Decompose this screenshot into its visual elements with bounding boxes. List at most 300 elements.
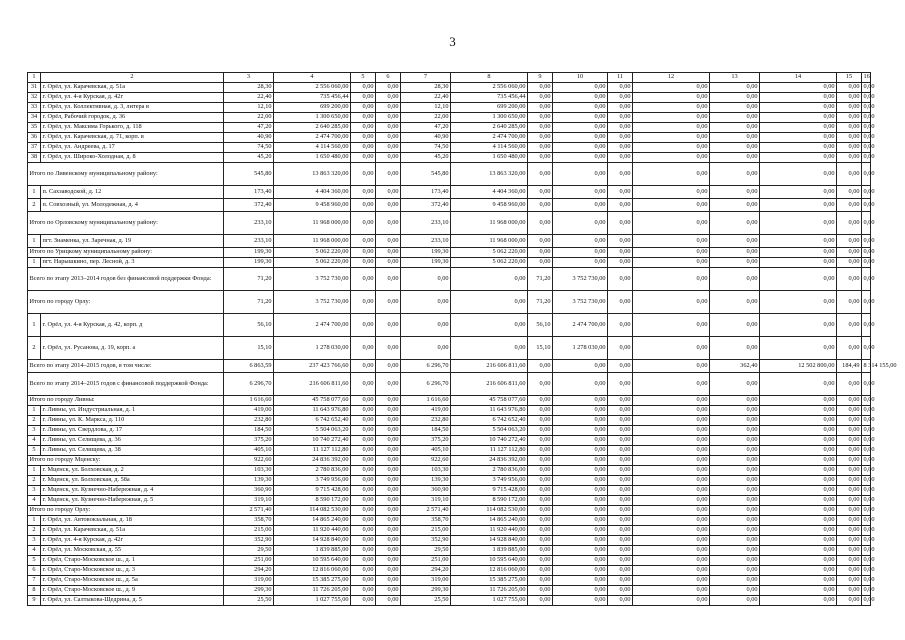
cell-value: 0,00	[837, 268, 862, 291]
page-number: 3	[449, 34, 456, 49]
cell-value: 0,00	[862, 113, 871, 123]
row-address: г. Мценск, ул. Болховская, д. 58а	[41, 476, 224, 486]
row-address: г. Орёл, Рабочий городок, д. 36	[41, 113, 224, 123]
table-row	[28, 133, 871, 143]
cell-value: 0,00	[376, 360, 401, 373]
cell-value: 699 200,00	[274, 103, 351, 113]
row-number: 2	[28, 526, 41, 536]
cell-value: 0,00	[760, 235, 837, 248]
cell-value: 251,00	[224, 556, 274, 566]
cell-value: 294,20	[224, 566, 274, 576]
cell-value: 0,00	[451, 314, 528, 337]
cell-value: 0,00	[837, 93, 862, 103]
cell-value: 1 300 650,00	[451, 113, 528, 123]
cell-value: 0,00	[760, 506, 837, 516]
cell-value: 8 590 172,00	[451, 496, 528, 506]
cell-value: 1 650 480,00	[451, 153, 528, 163]
cell-value: 1 300 650,00	[274, 113, 351, 123]
cell-value: 0,00	[760, 291, 837, 314]
column-number: 13	[710, 73, 760, 83]
cell-value: 0,00	[351, 586, 376, 596]
cell-value: 251,00	[401, 556, 451, 566]
cell-value: 0,00	[351, 212, 376, 235]
cell-value: 0,00	[528, 596, 553, 606]
row-description: Итого по городу Ливны:	[28, 396, 224, 406]
cell-value: 0,00	[633, 83, 710, 93]
cell-value: 0,00	[376, 291, 401, 314]
row-number: 2	[28, 416, 41, 426]
cell-value: 0,00	[351, 396, 376, 406]
cell-value: 0,00	[608, 186, 633, 199]
cell-value: 0,00	[608, 133, 633, 143]
cell-value: 10 595 640,00	[451, 556, 528, 566]
cell-value: 2 474 700,00	[451, 133, 528, 143]
row-number: 36	[28, 133, 41, 143]
cell-value: 0,00	[376, 506, 401, 516]
cell-value: 56,10	[224, 314, 274, 337]
cell-value: 0,00	[553, 486, 608, 496]
row-number: 6	[28, 566, 41, 576]
cell-value: 0,00	[528, 546, 553, 556]
cell-value: 0,00	[553, 133, 608, 143]
cell-value: 0,00	[633, 248, 710, 258]
cell-value: 0,00	[760, 186, 837, 199]
cell-value: 22,40	[401, 93, 451, 103]
cell-value: 0,00	[710, 456, 760, 466]
cell-value: 11 127 112,80	[274, 446, 351, 456]
cell-value: 74,50	[224, 143, 274, 153]
cell-value: 0,00	[528, 416, 553, 426]
cell-value: 0,00	[351, 83, 376, 93]
cell-value: 45 758 077,60	[274, 396, 351, 406]
cell-value: 216 606 811,60	[451, 360, 528, 373]
cell-value: 199,30	[401, 258, 451, 268]
cell-value: 0,00	[376, 143, 401, 153]
cell-value: 0,00	[376, 436, 401, 446]
cell-value: 0,00	[608, 476, 633, 486]
cell-value: 0,00	[760, 143, 837, 153]
cell-value: 0,00	[633, 526, 710, 536]
cell-value: 2 474 700,00	[274, 314, 351, 337]
cell-value: 103,30	[224, 466, 274, 476]
cell-value: 0,00	[608, 596, 633, 606]
cell-value: 0,00	[608, 526, 633, 536]
cell-value: 0,00	[608, 566, 633, 576]
row-address: г. Мценск, ул. Кузнечно-Набережная, д. 4	[41, 486, 224, 496]
cell-value: 0,00	[553, 466, 608, 476]
cell-value: 232,80	[224, 416, 274, 426]
cell-value: 0,00	[553, 373, 608, 396]
cell-value: 0,00	[553, 586, 608, 596]
cell-value: 0,00	[837, 506, 862, 516]
cell-value: 1 278 030,00	[553, 337, 608, 360]
cell-value: 0,00	[351, 476, 376, 486]
cell-value: 0,00	[528, 373, 553, 396]
row-address: г. Орёл, ул. Максима Горького, д. 118	[41, 123, 224, 133]
cell-value: 0,00	[553, 212, 608, 235]
cell-value: 0,00	[376, 373, 401, 396]
cell-value: 0,00	[351, 235, 376, 248]
cell-value: 0,00	[376, 186, 401, 199]
cell-value: 28,30	[401, 83, 451, 93]
cell-value: 0,00	[528, 258, 553, 268]
cell-value: 0,00	[862, 103, 871, 113]
cell-value: 0,00	[633, 133, 710, 143]
cell-value: 0,00	[710, 258, 760, 268]
cell-value: 71,20	[528, 291, 553, 314]
cell-value: 0,00	[837, 212, 862, 235]
cell-value: 0,00	[351, 486, 376, 496]
cell-value: 0,00	[837, 337, 862, 360]
cell-value: 0,00	[710, 113, 760, 123]
cell-value: 735 456,44	[274, 93, 351, 103]
cell-value: 0,00	[351, 436, 376, 446]
cell-value: 6 296,70	[224, 373, 274, 396]
cell-value: 0,00	[710, 596, 760, 606]
cell-value: 0,00	[710, 212, 760, 235]
cell-value: 71,20	[528, 268, 553, 291]
cell-value: 358,70	[401, 516, 451, 526]
cell-value: 0,00	[633, 536, 710, 546]
cell-value: 0,00	[710, 496, 760, 506]
cell-value: 15,10	[528, 337, 553, 360]
row-number: 2	[28, 337, 41, 360]
cell-value: 2 556 060,00	[451, 83, 528, 93]
cell-value: 0,00	[376, 199, 401, 212]
cell-value: 0,00	[376, 153, 401, 163]
cell-value: 22,00	[224, 113, 274, 123]
row-number: 37	[28, 143, 41, 153]
cell-value: 3 752 730,00	[274, 291, 351, 314]
cell-value: 114 082 530,00	[274, 506, 351, 516]
cell-value: 0,00	[553, 406, 608, 416]
row-address: г. Орёл, Старо-Московское ш., д. 1	[41, 556, 224, 566]
cell-value: 0,00	[528, 212, 553, 235]
cell-value: 0,00	[760, 163, 837, 186]
cell-value: 0,00	[837, 248, 862, 258]
cell-value: 0,00	[633, 546, 710, 556]
cell-value: 0,00	[633, 446, 710, 456]
cell-value: 352,90	[401, 536, 451, 546]
cell-value: 0,00	[710, 163, 760, 186]
cell-value: 0,00	[837, 83, 862, 93]
cell-value: 199,30	[224, 258, 274, 268]
cell-value: 0,00	[608, 416, 633, 426]
total-row	[28, 456, 871, 466]
cell-value: 0,00	[528, 235, 553, 248]
cell-value: 0,00	[608, 576, 633, 586]
row-number: 34	[28, 113, 41, 123]
cell-value: 4 114 560,00	[274, 143, 351, 153]
cell-value: 0,00	[553, 235, 608, 248]
cell-value: 0,00	[553, 113, 608, 123]
cell-value: 0,00	[376, 446, 401, 456]
cell-value: 0,00	[862, 373, 871, 396]
cell-value: 0,00	[376, 486, 401, 496]
cell-value: 0,00	[710, 586, 760, 596]
cell-value: 0,00	[351, 456, 376, 466]
cell-value: 0,00	[862, 486, 871, 496]
cell-value: 0,00	[837, 486, 862, 496]
cell-value: 0,00	[608, 103, 633, 113]
cell-value: 0,00	[760, 496, 837, 506]
cell-value: 0,00	[351, 496, 376, 506]
column-number: 9	[528, 73, 553, 83]
table-row	[28, 235, 871, 248]
cell-value: 372,40	[224, 199, 274, 212]
cell-value: 0,00	[837, 546, 862, 556]
cell-value: 0,00	[633, 556, 710, 566]
row-address: г. Орёл, ул. Автовокзальная, д. 18	[41, 516, 224, 526]
cell-value: 6 742 652,40	[451, 416, 528, 426]
cell-value: 358,70	[224, 516, 274, 526]
cell-value: 299,30	[401, 586, 451, 596]
cell-value: 0,00	[710, 314, 760, 337]
cell-value: 0,00	[837, 143, 862, 153]
cell-value: 0,00	[837, 186, 862, 199]
table-row	[28, 536, 871, 546]
cell-value: 4 404 360,00	[274, 186, 351, 199]
cell-value: 0,00	[862, 212, 871, 235]
cell-value: 0,00	[760, 526, 837, 536]
cell-value: 0,00	[351, 143, 376, 153]
cell-value: 0,00	[837, 526, 862, 536]
cell-value: 0,00	[351, 576, 376, 586]
cell-value: 0,00	[710, 235, 760, 248]
cell-value: 0,00	[837, 576, 862, 586]
table-row	[28, 556, 871, 566]
cell-value: 0,00	[376, 396, 401, 406]
row-number: 33	[28, 103, 41, 113]
cell-value: 5 504 063,20	[274, 426, 351, 436]
cell-value: 233,10	[401, 235, 451, 248]
cell-value: 0,00	[710, 83, 760, 93]
cell-value: 0,00	[553, 396, 608, 406]
cell-value: 0,00	[553, 163, 608, 186]
row-address: г. Орёл, ул. Карачевская, д. 71, корп. в	[41, 133, 224, 143]
cell-value: 11 968 000,00	[451, 235, 528, 248]
cell-value: 0,00	[376, 314, 401, 337]
row-address: г. Орёл, Старо-Московское ш., д. 5а	[41, 576, 224, 586]
cell-value: 0,00	[608, 496, 633, 506]
cell-value: 0,00	[710, 373, 760, 396]
row-address: г. Ливны, ул. Селищева, д. 38	[41, 446, 224, 456]
cell-value: 0,00	[528, 248, 553, 258]
row-description: Итого по городу Орлу:	[28, 506, 224, 516]
cell-value: 74,50	[401, 143, 451, 153]
cell-value: 11 127 112,80	[451, 446, 528, 456]
cell-value: 139,30	[401, 476, 451, 486]
cell-value: 0,00	[608, 586, 633, 596]
row-address: г. Мценск, ул. Болховская, д. 2	[41, 466, 224, 476]
table-row	[28, 526, 871, 536]
cell-value: 0,00	[608, 258, 633, 268]
row-number: 9	[28, 596, 41, 606]
cell-value: 216 606 811,60	[451, 373, 528, 396]
cell-value: 0,00	[760, 566, 837, 576]
cell-value: 0,00	[633, 186, 710, 199]
cell-value: 0,00	[633, 416, 710, 426]
row-address: г. Орёл, ул. Московская, д. 55	[41, 546, 224, 556]
cell-value: 0,00	[528, 396, 553, 406]
table-row	[28, 596, 871, 606]
cell-value: 545,80	[224, 163, 274, 186]
cell-value: 0,00	[760, 337, 837, 360]
cell-value: 0,00	[553, 516, 608, 526]
row-number: 1	[28, 186, 41, 199]
cell-value: 1 027 755,00	[451, 596, 528, 606]
cell-value: 0,00	[633, 396, 710, 406]
cell-value: 0,00	[376, 235, 401, 248]
table-row	[28, 566, 871, 576]
cell-value: 3 752 730,00	[553, 268, 608, 291]
cell-value: 0,00	[633, 291, 710, 314]
row-address: г. Орёл, ул. 4-я Курская, д. 42г	[41, 93, 224, 103]
cell-value: 0,00	[553, 576, 608, 586]
table-row	[28, 93, 871, 103]
cell-value: 0,00	[351, 314, 376, 337]
cell-value: 0,00	[862, 456, 871, 466]
table-row	[28, 416, 871, 426]
cell-value: 0,00	[528, 516, 553, 526]
row-number: 3	[28, 426, 41, 436]
cell-value: 0,00	[553, 426, 608, 436]
row-number: 1	[28, 235, 41, 248]
cell-value: 0,00	[608, 143, 633, 153]
cell-value: 2 556 060,00	[274, 83, 351, 93]
cell-value: 0,00	[351, 199, 376, 212]
cell-value: 0,00	[528, 476, 553, 486]
cell-value: 0,00	[837, 373, 862, 396]
cell-value: 0,00	[351, 373, 376, 396]
cell-value: 0,00	[837, 586, 862, 596]
cell-value: 0,00	[553, 496, 608, 506]
cell-value: 0,00	[608, 446, 633, 456]
cell-value: 0,00	[608, 556, 633, 566]
cell-value: 1 278 030,00	[274, 337, 351, 360]
cell-value: 40,90	[224, 133, 274, 143]
table-row	[28, 143, 871, 153]
cell-value: 14 865 240,00	[451, 516, 528, 526]
row-number: 38	[28, 153, 41, 163]
row-address: г. Орёл, ул. Салтыкова-Щедрина, д. 5	[41, 596, 224, 606]
row-number: 1	[28, 258, 41, 268]
cell-value: 3 752 730,00	[553, 291, 608, 314]
cell-value: 0,00	[710, 406, 760, 416]
total-row	[28, 360, 871, 373]
cell-value: 0,00	[351, 291, 376, 314]
cell-value: 0,00	[351, 133, 376, 143]
cell-value: 0,00	[837, 416, 862, 426]
cell-value: 0,00	[710, 566, 760, 576]
cell-value: 0,00	[760, 103, 837, 113]
cell-value: 0,00	[760, 314, 837, 337]
cell-value: 4 404 360,00	[451, 186, 528, 199]
cell-value: 22,00	[401, 113, 451, 123]
cell-value: 0,00	[760, 426, 837, 436]
row-address: г. Орёл, ул. Коллективная, д. 3, литера в	[41, 103, 224, 113]
cell-value: 0,00	[760, 93, 837, 103]
cell-value: 0,00	[710, 133, 760, 143]
cell-value: 0,00	[553, 93, 608, 103]
cell-value: 0,00	[608, 360, 633, 373]
cell-value: 0,00	[837, 456, 862, 466]
row-address: г. Орёл, ул. Карачевская, д. 51а	[41, 526, 224, 536]
cell-value: 0,00	[608, 248, 633, 258]
row-address: пгт. Знаменка, ул. Заречная, д. 19	[41, 235, 224, 248]
cell-value: 0,00	[760, 199, 837, 212]
cell-value: 0,00	[710, 506, 760, 516]
cell-value: 0,00	[376, 526, 401, 536]
cell-value: 0,00	[710, 93, 760, 103]
cell-value: 29,50	[401, 546, 451, 556]
cell-value: 0,00	[760, 586, 837, 596]
cell-value: 0,00	[376, 83, 401, 93]
cell-value: 545,80	[401, 163, 451, 186]
cell-value: 0,00	[862, 143, 871, 153]
table-row	[28, 486, 871, 496]
row-address: г. Орёл, ул. Русанова, д. 19, корп. а	[41, 337, 224, 360]
cell-value: 0,00	[608, 93, 633, 103]
table-body	[28, 73, 897, 606]
cell-value: 0,00	[760, 406, 837, 416]
cell-value: 0,00	[760, 456, 837, 466]
cell-value: 0,00	[351, 337, 376, 360]
cell-value: 0,00	[862, 506, 871, 516]
row-description: Итого по городу Мценску:	[28, 456, 224, 466]
table-row	[28, 516, 871, 526]
row-address: п. Сахзаводской, д. 12	[41, 186, 224, 199]
cell-value: 0,00	[837, 406, 862, 416]
cell-value: 0,00	[710, 153, 760, 163]
cell-value: 0,00	[351, 360, 376, 373]
table-row	[28, 199, 871, 212]
cell-value: 0,00	[760, 466, 837, 476]
cell-value: 1 839 885,00	[451, 546, 528, 556]
cell-value: 0,00	[376, 258, 401, 268]
cell-value: 0,00	[862, 235, 871, 248]
cell-value: 233,10	[401, 212, 451, 235]
cell-value: 0,00	[633, 456, 710, 466]
cell-value: 0,00	[862, 406, 871, 416]
cell-value: 0,00	[837, 496, 862, 506]
cell-value: 0,00	[862, 496, 871, 506]
total-row	[28, 396, 871, 406]
cell-value: 0,00	[633, 93, 710, 103]
cell-value: 0,00	[633, 466, 710, 476]
column-number: 7	[401, 73, 451, 83]
cell-value: 0,00	[710, 466, 760, 476]
cell-value: 0,00	[608, 163, 633, 186]
cell-value: 0,00	[633, 506, 710, 516]
cell-value: 0,00	[553, 258, 608, 268]
cell-value: 405,10	[224, 446, 274, 456]
cell-value: 0,00	[862, 396, 871, 406]
cell-value: 0,00	[528, 496, 553, 506]
cell-value: 0,00	[376, 456, 401, 466]
cell-value: 0,00	[760, 596, 837, 606]
row-number: 4	[28, 496, 41, 506]
cell-value: 0,00	[528, 526, 553, 536]
cell-value: 0,00	[862, 586, 871, 596]
table-row	[28, 406, 871, 416]
cell-value: 0,00	[608, 486, 633, 496]
table-row	[28, 153, 871, 163]
cell-value: 0,00	[710, 291, 760, 314]
cell-value: 0,00	[862, 186, 871, 199]
cell-value: 0,00	[376, 576, 401, 586]
cell-value: 215,00	[224, 526, 274, 536]
